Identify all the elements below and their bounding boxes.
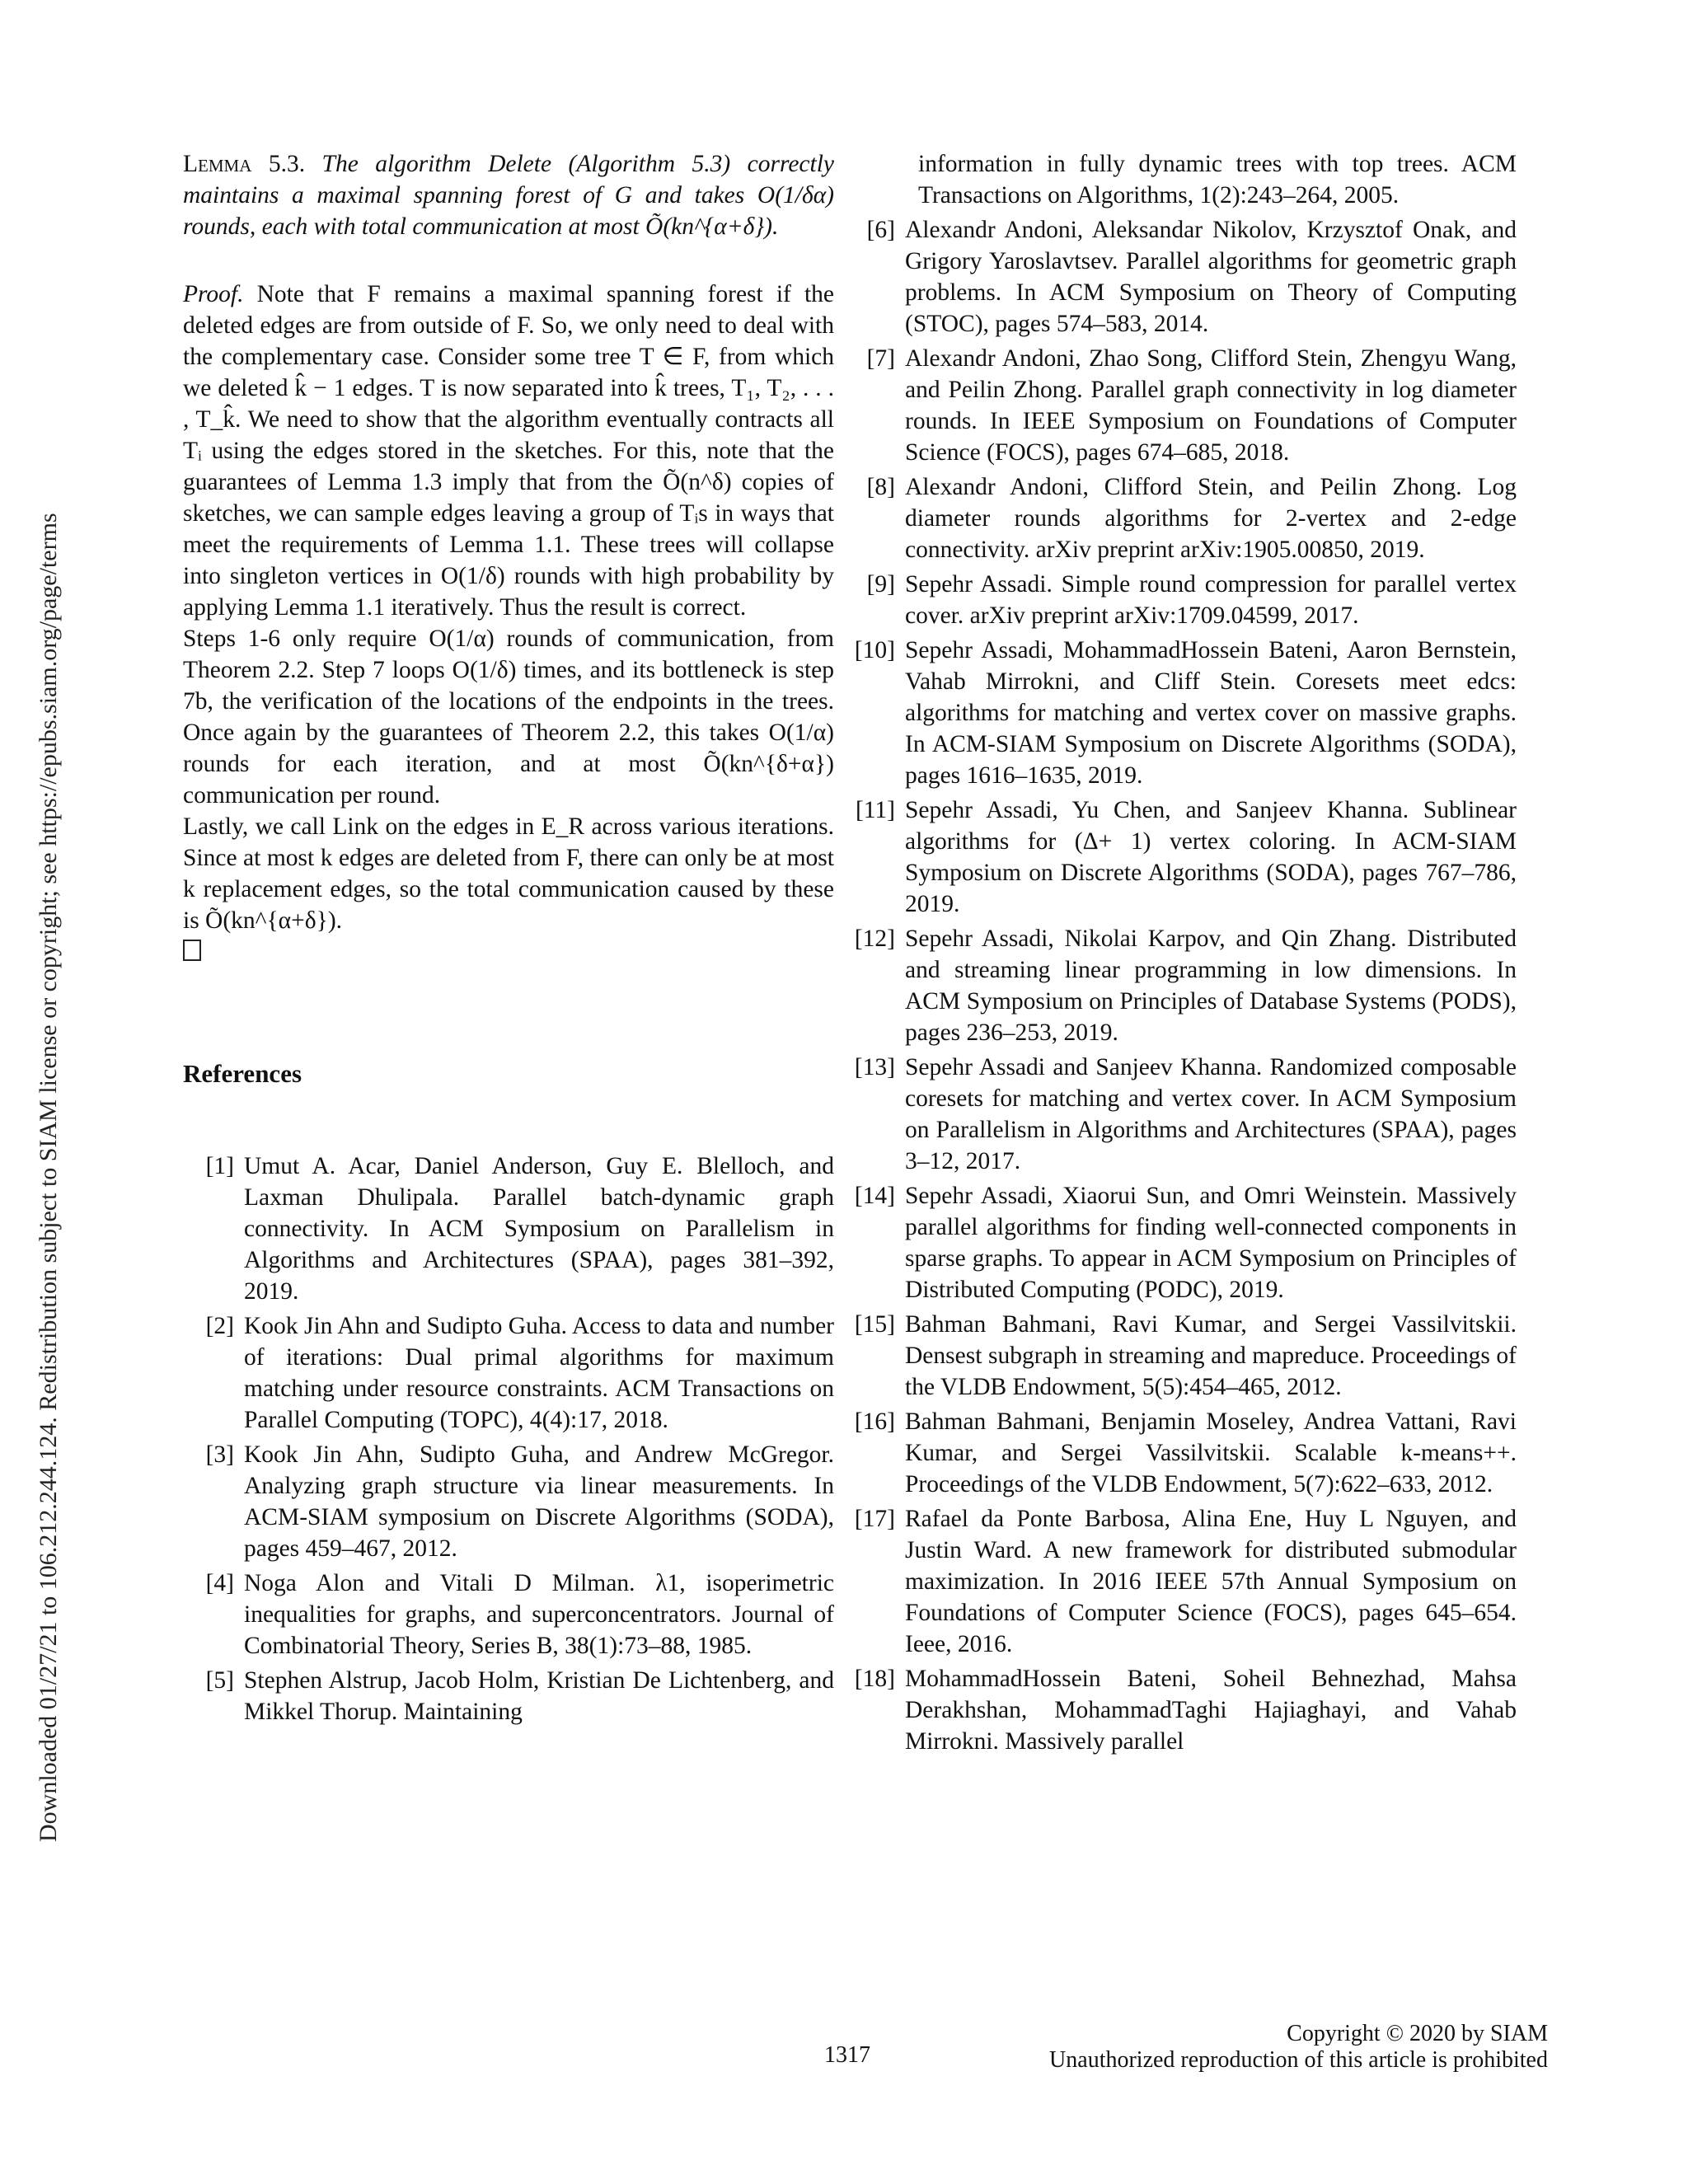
- references-list-right: [854, 214, 1517, 1757]
- reference-text: Bahman Bahmani, Ravi Kumar, and Sergei Vassilvitskii. Densest subgraph in streaming and mapreduce. Proceedings of the VLDB Endowment, 5(5):454–465, 2012.: [905, 1311, 1517, 1400]
- reference-number: [3]: [205, 1441, 234, 1468]
- reference-text: Alexandr Andoni, Zhao Song, Clifford Stein, Zhengyu Wang, and Peilin Zhong. Parallel graph connectivity in log diameter rounds. In IEEE Symposium on Foundations of Computer Science (FOCS), pages 674–685, 2018.: [905, 345, 1517, 466]
- reference-text: Alexandr Andoni, Aleksandar Nikolov, Krzysztof Onak, and Grigory Yaroslavtsev. Parallel algorithms for geometric graph problems. In ACM Symposium on Theory of Computing (STOC), pages 574–583, 2014.: [905, 217, 1517, 337]
- reference-text: Sepehr Assadi. Simple round compression for parallel vertex cover. arXiv preprint arXiv:1709.04599, 2017.: [905, 571, 1517, 629]
- right-column: [854, 148, 1517, 1760]
- reference-number: [12]: [854, 926, 895, 952]
- reference-number: [10]: [854, 637, 895, 663]
- reference-text: Bahman Bahmani, Benjamin Moseley, Andrea Vattani, Ravi Kumar, and Sergei Vassilvitskii. Scalable k-means++. Proceedings of the VLDB Endowment, 5(7):622–633, 2012.: [905, 1408, 1517, 1497]
- reference-number: [14]: [854, 1183, 895, 1209]
- lemma-text: The algorithm Delete (Algorithm 5.3) correctly maintains a maximal spanning forest of G and takes O(1/δα) rounds, each with total communication at most Õ(kn^{α+δ}).: [183, 151, 835, 240]
- reference-text: Kook Jin Ahn, Sudipto Guha, and Andrew McGregor. Analyzing graph structure via linear measurements. In ACM-SIAM symposium on Discrete Algorithms (SODA), pages 459–467, 2012.: [244, 1441, 834, 1562]
- download-stamp: Downloaded 01/27/21 to 106.212.244.124. Redistribution subject to SIAM license or copyright; see https://epubs.siam.org/page/terms: [35, 513, 62, 1842]
- reference-item: [855, 794, 1517, 920]
- reference-item: [854, 1309, 1517, 1403]
- qed-box-icon: [183, 940, 201, 961]
- proof-text-1: Note that F remains a maximal spanning forest if the deleted edges are from outside of F. So, we only need to deal with the complementary case. Consider some tree T ∈ F, from which we deleted k̂ − 1 edges. T is now separated into k̂ trees, T₁, T₂, . . . , T_k̂. We need to show that the algorithm eventually contracts all Tᵢ using the edges stored in the sketches. For this, note that the guarantees of Lemma 1.3 imply that from the Õ(n^δ) copies of sketches, we can sample edges leaving a group of Tᵢs in ways that meet the requirements of Lemma 1.1. These trees will collapse into singleton vertices in O(1/δ) rounds with high probability by applying Lemma 1.1 iteratively. Thus the result is correct.: [183, 281, 834, 621]
- reference-text: Sepehr Assadi, Yu Chen, and Sanjeev Khanna. Sublinear algorithms for (Δ+ 1) vertex coloring. In ACM-SIAM Symposium on Discrete Algorithms (SODA), pages 767–786, 2019.: [905, 797, 1517, 917]
- reference-text: Umut A. Acar, Daniel Anderson, Guy E. Blelloch, and Laxman Dhulipala. Parallel batch-dynamic graph connectivity. In ACM Symposium on Parallelism in Algorithms and Architectures (SPAA), pages 381–392, 2019.: [244, 1153, 834, 1305]
- reference-text: Stephen Alstrup, Jacob Holm, Kristian De Lichtenberg, and Mikkel Thorup. Maintaining: [244, 1667, 834, 1725]
- reference-number: [9]: [866, 571, 895, 598]
- reference-number: [8]: [866, 474, 895, 500]
- lemma-5-3: [183, 148, 834, 242]
- proof-paragraph-1: [183, 279, 834, 623]
- proof-label: Proof.: [183, 281, 244, 307]
- proof-paragraph-2: Steps 1-6 only require O(1/α) rounds of communication, from Theorem 2.2. Step 7 loops O(1/δ) times, and its bottleneck is step 7b, the verification of the locations of the endpoints in the trees. Once again by the guarantees of Theorem 2.2, this takes O(1/α) rounds for each iteration, and at most Õ(kn^{δ+α}) communication per round.: [183, 626, 834, 808]
- reference-item: [867, 343, 1517, 468]
- reference-number: [5]: [205, 1667, 234, 1694]
- page-number: 1317: [824, 2042, 870, 2068]
- reference-5-continuation: information in fully dynamic trees with top trees. ACM Transactions on Algorithms, 1(2):243–264, 2005.: [918, 151, 1517, 209]
- reference-number: [13]: [854, 1054, 895, 1080]
- reference-text: Kook Jin Ahn and Sudipto Guha. Access to data and number of iterations: Dual primal algorithms for maximum matching under resource constraints. ACM Transactions on Parallel Computing (TOPC), 4(4):17, 2018.: [244, 1313, 834, 1433]
- reproduction-notice: Unauthorized reproduction of this article is prohibited: [1049, 2047, 1548, 2073]
- reference-item: [854, 1052, 1517, 1177]
- reference-item: [867, 214, 1517, 340]
- reference-number: [7]: [866, 345, 895, 372]
- reference-item: [867, 471, 1517, 565]
- reference-item: [183, 1151, 834, 1307]
- reference-item: [183, 1310, 834, 1436]
- reference-text: MohammadHossein Bateni, Soheil Behnezhad, Mahsa Derakhshan, MohammadTaghi Hajiaghayi, and Vahab Mirrokni. Massively parallel: [905, 1666, 1517, 1755]
- reference-number: [1]: [205, 1153, 234, 1179]
- reference-item: [183, 1568, 834, 1661]
- reference-text: Sepehr Assadi, Nikolai Karpov, and Qin Zhang. Distributed and streaming linear programming in low dimensions. In ACM Symposium on Principles of Database Systems (PODS), pages 236–253, 2019.: [905, 926, 1517, 1046]
- copyright-line: Copyright © 2020 by SIAM: [1287, 2021, 1548, 2046]
- references-heading: References: [183, 1059, 302, 1088]
- reference-number: [2]: [205, 1313, 234, 1339]
- reference-item: [854, 635, 1517, 791]
- left-column: [183, 148, 834, 1731]
- reference-number: [18]: [854, 1666, 895, 1692]
- reference-item: [867, 569, 1517, 631]
- reference-number: [16]: [854, 1408, 895, 1435]
- reference-number: [15]: [854, 1311, 895, 1338]
- reference-text: Rafael da Ponte Barbosa, Alina Ene, Huy L Nguyen, and Justin Ward. A new framework for distributed submodular maximization. In 2016 IEEE 57th Annual Symposium on Foundations of Computer Science (FOCS), pages 645–654. Ieee, 2016.: [905, 1506, 1517, 1657]
- proof-paragraph-3: Lastly, we call Link on the edges in E_R across various iterations. Since at most k edges are deleted from F, there can only be at most k replacement edges, so the total communication caused by these is Õ(kn^{α+δ}).: [183, 813, 834, 934]
- copyright-notice: [1049, 2021, 1548, 2074]
- reference-item: [183, 1665, 834, 1727]
- reference-number: [17]: [854, 1506, 895, 1532]
- reference-item: [854, 1663, 1517, 1757]
- reference-number: [11]: [855, 797, 895, 823]
- reference-item: [854, 1406, 1517, 1500]
- reference-text: Sepehr Assadi, MohammadHossein Bateni, Aaron Bernstein, Vahab Mirrokni, and Cliff Stein. Coresets meet edcs: algorithms for matching and vertex cover on massive graphs. In ACM-SIAM Symposium on Discrete Algorithms (SODA), pages 1616–1635, 2019.: [905, 637, 1517, 789]
- reference-item: [854, 1180, 1517, 1305]
- reference-text: Noga Alon and Vitali D Milman. λ1, isoperimetric inequalities for graphs, and superconcentrators. Journal of Combinatorial Theory, Series B, 38(1):73–88, 1985.: [244, 1570, 834, 1659]
- qed-symbol: [183, 936, 834, 969]
- references-list-left: [183, 1151, 834, 1727]
- reference-item: [183, 1439, 834, 1564]
- reference-item: [854, 1503, 1517, 1660]
- reference-text: Alexandr Andoni, Clifford Stein, and Peilin Zhong. Log diameter rounds algorithms for 2-vertex and 2-edge connectivity. arXiv preprint arXiv:1905.00850, 2019.: [905, 474, 1517, 563]
- reference-text: Sepehr Assadi, Xiaorui Sun, and Omri Weinstein. Massively parallel algorithms for finding well-connected components in sparse graphs. To appear in ACM Symposium on Principles of Distributed Computing (PODC), 2019.: [905, 1183, 1517, 1303]
- reference-text: Sepehr Assadi and Sanjeev Khanna. Randomized composable coresets for matching and vertex cover. In ACM Symposium on Parallelism in Algorithms and Architectures (SPAA), pages 3–12, 2017.: [905, 1054, 1517, 1174]
- reference-number: [6]: [866, 217, 895, 243]
- reference-number: [4]: [205, 1570, 234, 1596]
- lemma-label: Lemma 5.3.: [183, 151, 306, 177]
- reference-item: [854, 923, 1517, 1048]
